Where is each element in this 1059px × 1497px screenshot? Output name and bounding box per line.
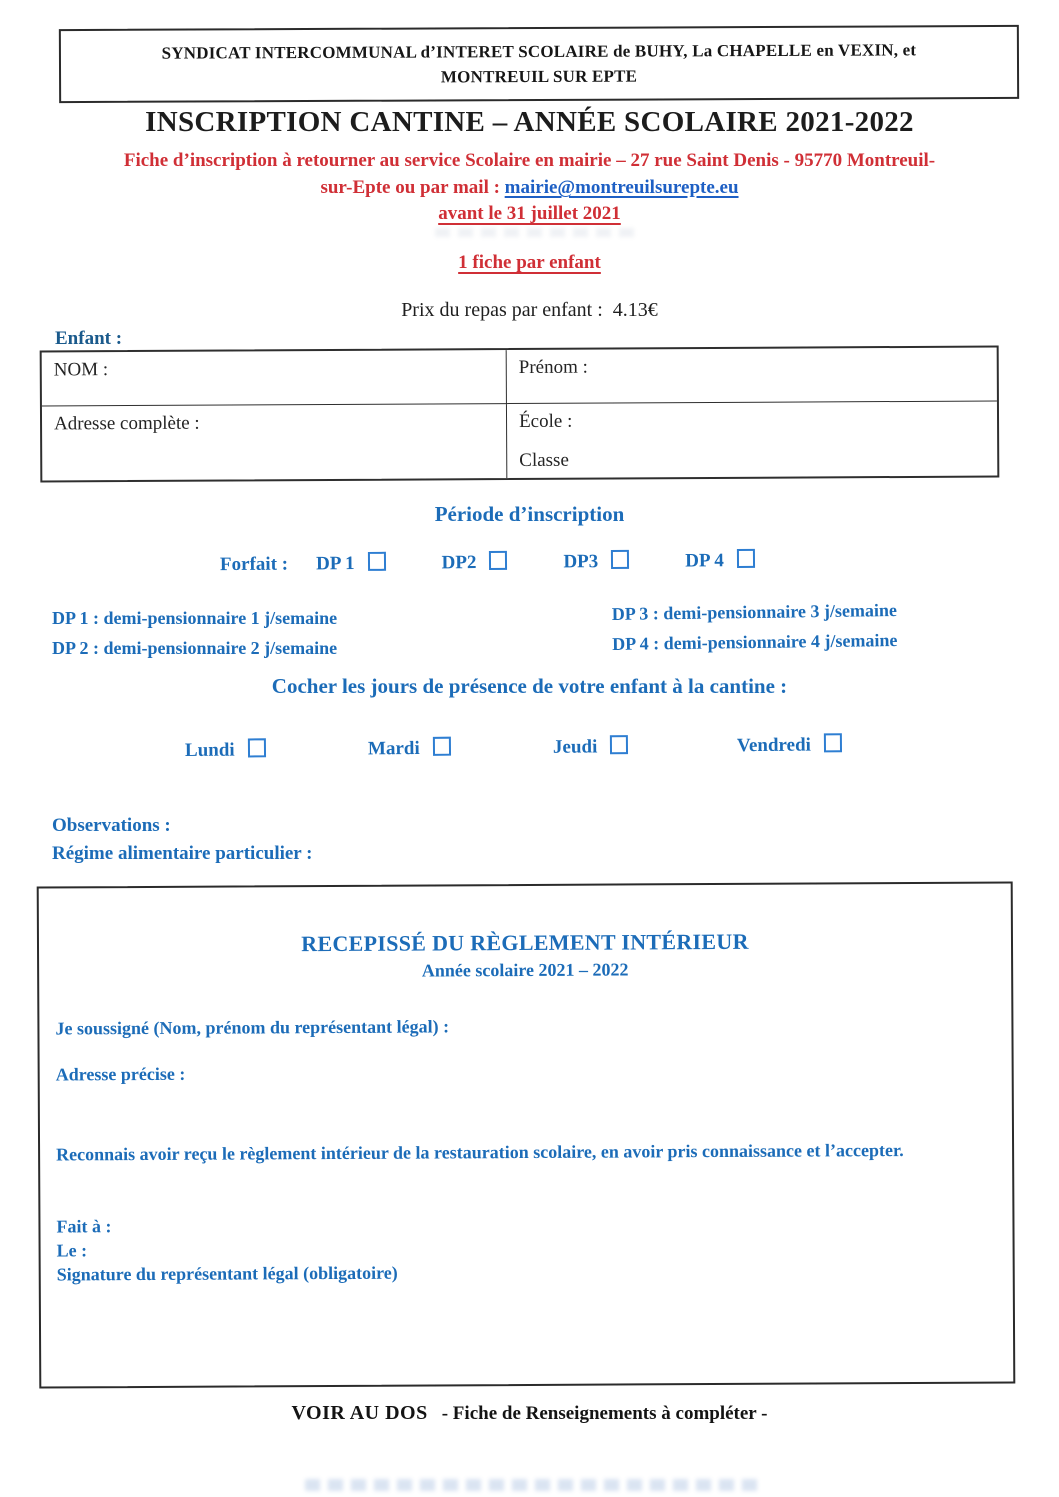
day-vendredi: [737, 733, 842, 757]
price-value: 4.13€: [612, 299, 658, 321]
lundi-label: Lundi: [184, 739, 235, 762]
page-title: INSCRIPTION CANTINE – ANNÉE SCOLAIRE 2021-2022: [145, 106, 914, 138]
dp2-definition: DP 2 : demi-pensionnaire 2 j/semaine: [52, 638, 338, 658]
forfait-options-row: [220, 549, 755, 576]
receipt-title: RECEPISSÉ DU RÈGLEMENT INTÉRIEUR: [301, 928, 749, 957]
vendredi-label: Vendredi: [736, 734, 811, 757]
email-link[interactable]: mairie@montreuilsurepte.eu: [504, 177, 739, 198]
cell-nom: [42, 350, 507, 406]
dp2-checkbox[interactable]: [489, 551, 507, 570]
price-line: [0, 299, 1059, 322]
fait-a-label: Fait à :: [56, 1216, 112, 1237]
jeudi-label: Jeudi: [552, 736, 598, 758]
price-label: Prix du repas par enfant :: [401, 299, 603, 321]
nom-label: NOM :: [53, 359, 109, 381]
forfait-option-dp4: [685, 549, 755, 573]
return-notice-line1: Fiche d’inscription à retourner au service Scolaire en mairie – 27 rue Saint Denis - 95770 Montreuil-: [123, 150, 936, 171]
dp-definitions-left: [52, 603, 337, 663]
mardi-checkbox[interactable]: [433, 737, 451, 756]
days-section-title: Cocher les jours de présence de votre enfant à la cantine :: [271, 674, 788, 698]
dp3-checkbox[interactable]: [611, 550, 629, 569]
day-jeudi: [553, 735, 629, 759]
ecole-label: École :: [518, 410, 573, 433]
footer-fiche-renseignements: - Fiche de Renseignements à compléter -: [441, 1403, 768, 1424]
dp4-definition: DP 4 : demi-pensionnaire 4 j/semaine: [612, 630, 898, 654]
forfait-option-dp1: [316, 552, 386, 576]
observations-block: [52, 812, 312, 868]
diet-label: Régime alimentaire particulier :: [52, 843, 313, 864]
cell-prenom: [507, 348, 997, 405]
dp1-label: DP 1: [315, 553, 355, 575]
soussigne-label: Je soussigné (Nom, prénom du représentant légal) :: [55, 1016, 450, 1039]
dp3-definition: DP 3 : demi-pensionnaire 3 j/semaine: [611, 600, 898, 624]
adresse-precise-label: Adresse précise :: [55, 1063, 186, 1085]
org-name-line1: SYNDICAT INTERCOMMUNAL d’INTERET SCOLAIRE de BUHY, La CHAPELLE en VEXIN, et: [161, 39, 917, 63]
signature-label: Signature du représentant légal (obligatoire): [56, 1262, 398, 1285]
observations-label: Observations :: [52, 815, 171, 836]
dp4-label: DP 4: [685, 550, 724, 572]
periode-section-title: Période d’inscription: [434, 502, 625, 526]
mardi-label: Mardi: [367, 737, 420, 760]
closing-lines: [56, 1213, 397, 1287]
acknowledgement-statement: Reconnais avoir reçu le règlement intérieur de la restauration scolaire, en avoir pris connaissance et l’accepter.: [56, 1140, 904, 1165]
dp2-label: DP2: [441, 552, 477, 574]
days-checkbox-row: [0, 731, 1059, 770]
receipt-subtitle: Année scolaire 2021 – 2022: [421, 959, 629, 981]
child-info-table: [40, 345, 1000, 482]
deadline-note: avant le 31 juillet 2021: [438, 203, 621, 224]
forfait-option-dp3: [563, 550, 629, 574]
scan-bleed-artifact: [305, 1479, 765, 1491]
dp4-checkbox[interactable]: [737, 549, 755, 568]
le-label: Le :: [56, 1240, 88, 1261]
return-notice-line2: [0, 177, 1059, 199]
jeudi-checkbox[interactable]: [610, 735, 628, 754]
dp1-checkbox[interactable]: [368, 552, 386, 571]
scan-bleed-artifact: [435, 228, 635, 237]
adresse-label: Adresse complète :: [53, 412, 200, 435]
return-notice-line2-text: sur-Epte ou par mail :: [320, 177, 505, 198]
forfait-label: Forfait :: [219, 553, 289, 576]
forfait-option-dp2: [442, 551, 508, 575]
day-mardi: [368, 737, 451, 761]
prenom-label: Prénom :: [518, 356, 588, 379]
org-banner: [59, 25, 1019, 103]
cell-ecole-classe: [507, 401, 997, 478]
child-section-label: Enfant :: [55, 328, 123, 349]
cell-adresse: [42, 404, 507, 480]
dp1-definition: DP 1 : demi-pensionnaire 1 j/semaine: [52, 608, 338, 628]
footer-voir-au-dos: VOIR AU DOS: [291, 1402, 428, 1424]
receipt-box: [37, 881, 1016, 1388]
dp3-label: DP3: [563, 551, 599, 573]
one-form-note: 1 fiche par enfant: [458, 252, 601, 273]
dp-definitions-right: [612, 595, 898, 659]
day-lundi: [185, 738, 266, 762]
lundi-checkbox[interactable]: [248, 738, 266, 757]
org-name-line2: MONTREUIL SUR EPTE: [440, 66, 638, 87]
vendredi-checkbox[interactable]: [824, 733, 842, 752]
footer-note: [0, 1402, 1059, 1425]
classe-label: Classe: [519, 449, 569, 472]
